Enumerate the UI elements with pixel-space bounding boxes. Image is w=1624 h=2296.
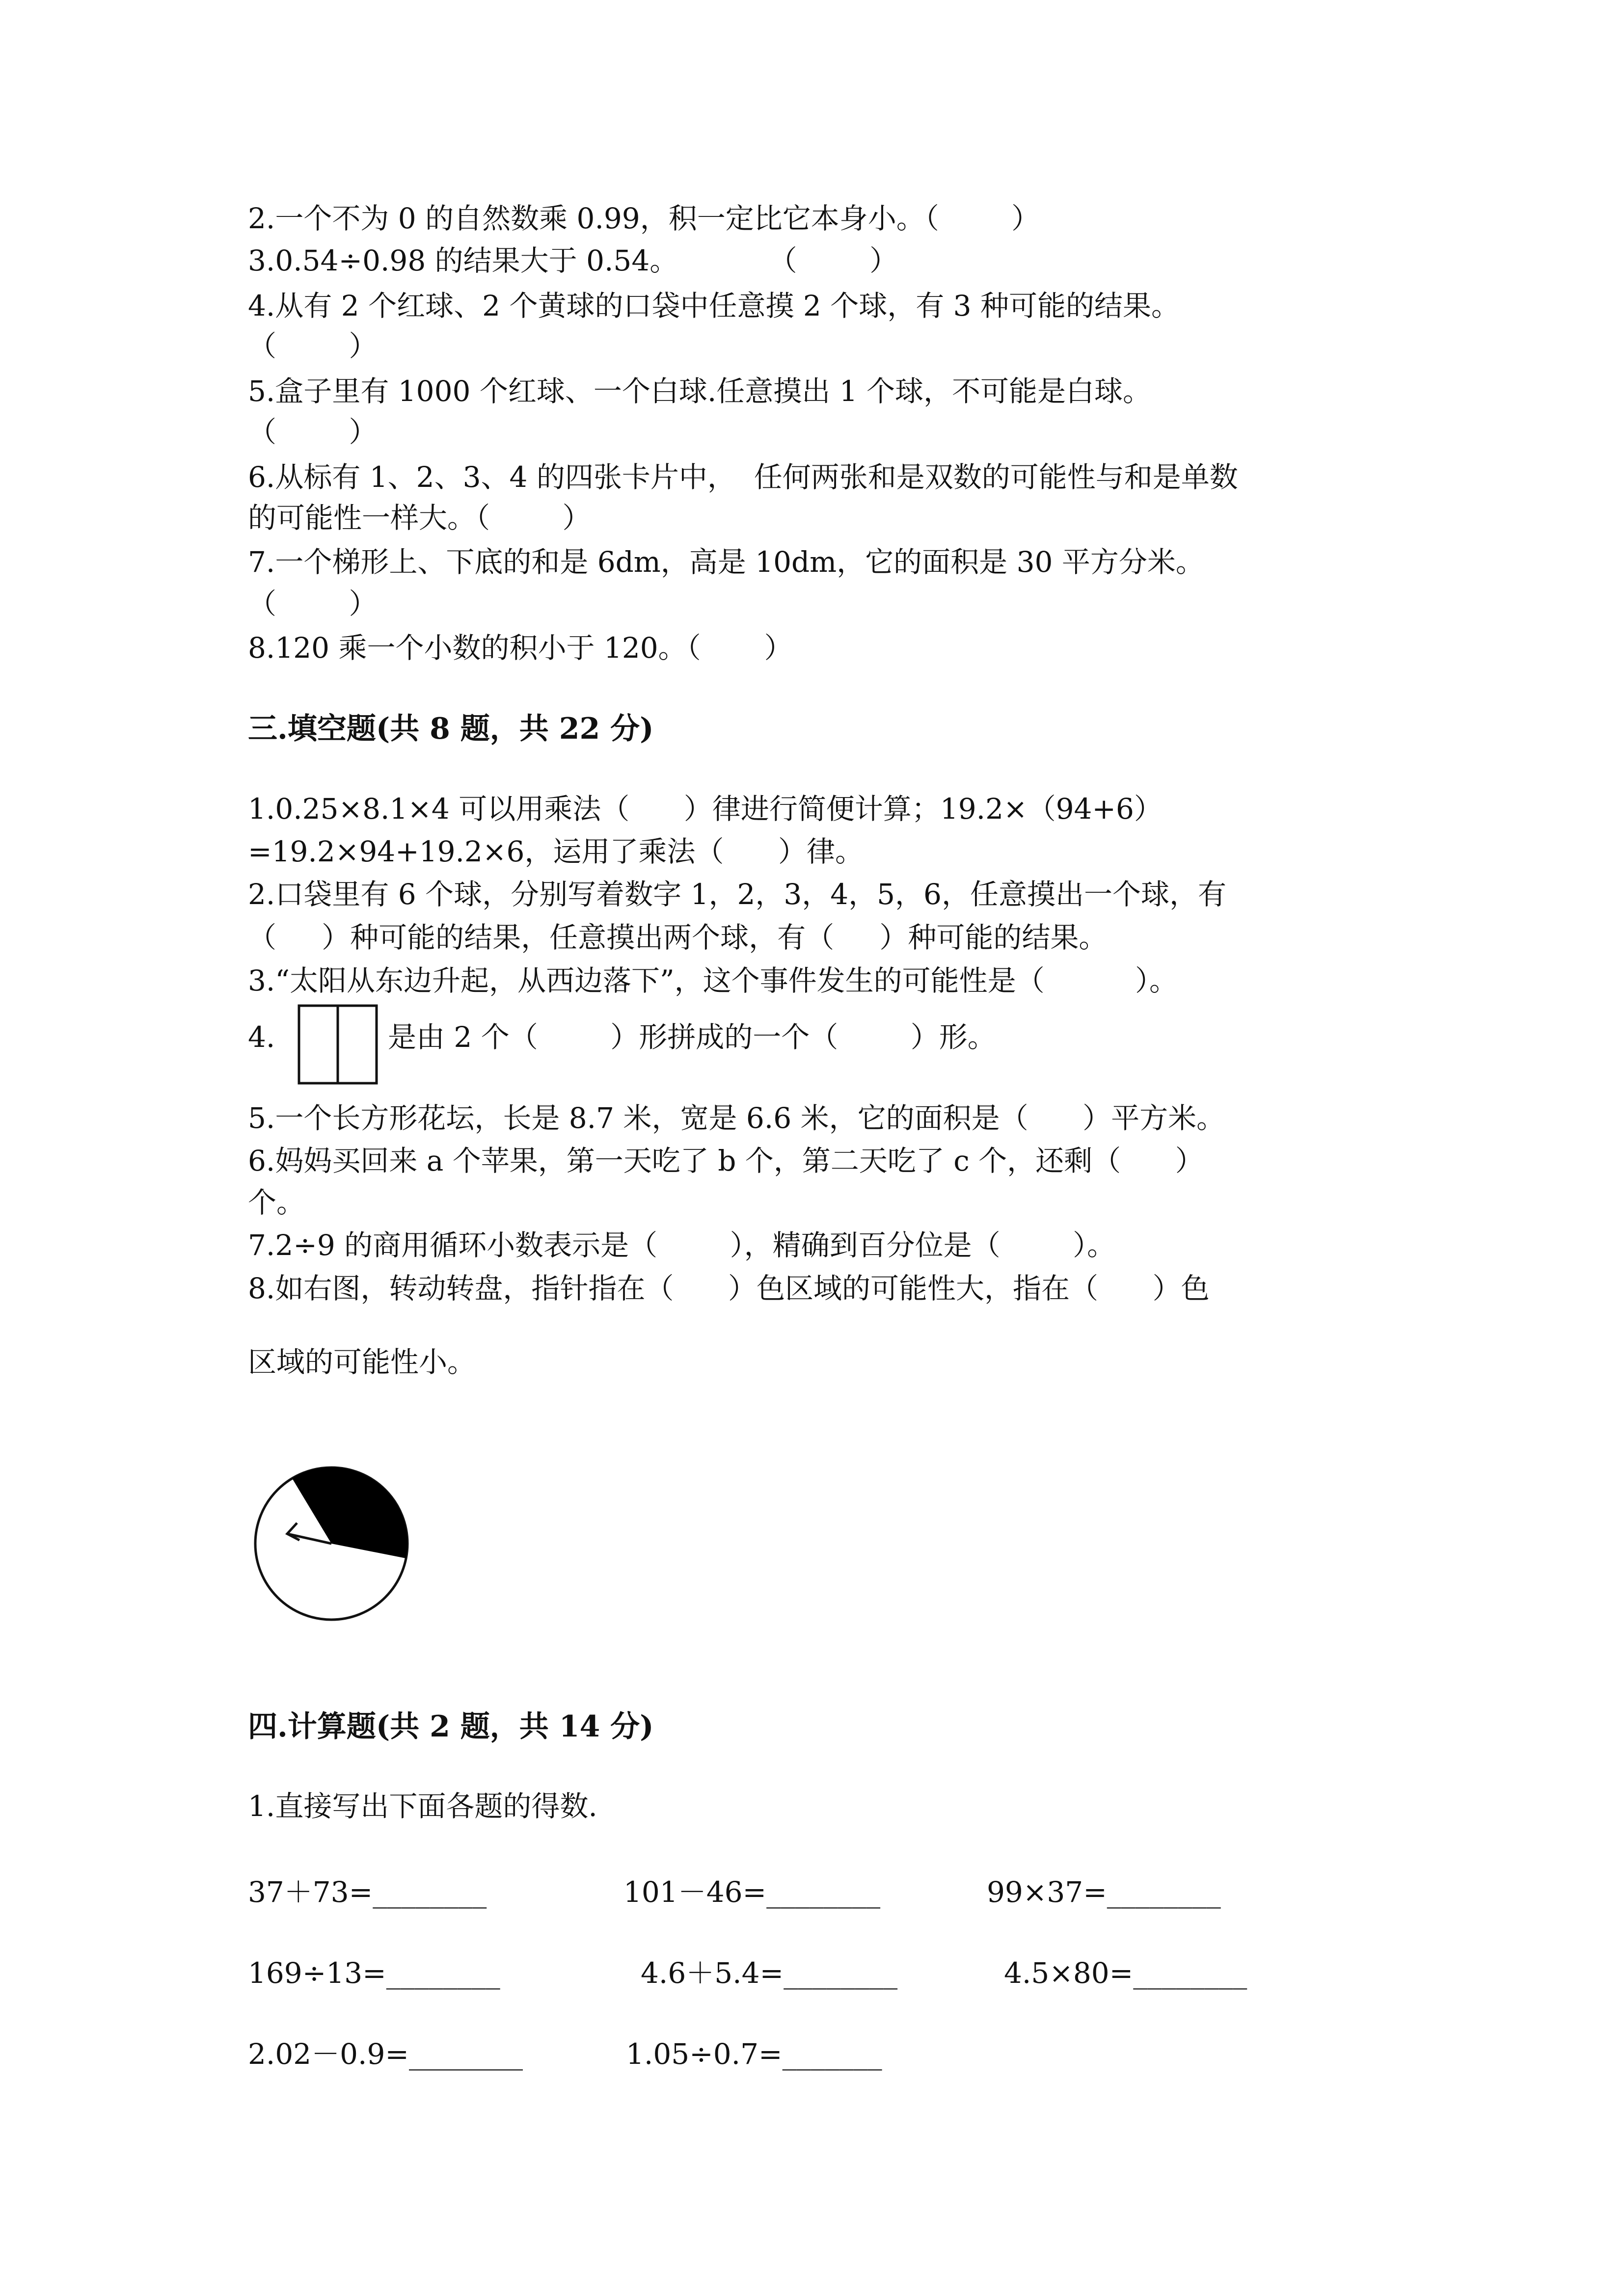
- judge-item-5: 5.盒子里有 1000 个红球、一个白球.任意摸出 1 个球，不可能是白球。: [248, 374, 1152, 408]
- calc-item: 101－46=________: [623, 1875, 881, 1909]
- fill-q1: 1.0.25×8.1×4 可以用乘法（ ）律进行简便计算；19.2×（94+6）: [248, 792, 1163, 826]
- calc-item: 37＋73=________: [248, 1875, 487, 1909]
- fill-q5: 5.一个长方形花坛，长是 8.7 米，宽是 6.6 米，它的面积是（ ）平方米。: [248, 1101, 1225, 1135]
- judge-item-2: 2.一个不为 0 的自然数乘 0.99，积一定比它本身小。（ ）: [248, 202, 1040, 235]
- judge-item-5-answer: （ ）: [248, 415, 378, 449]
- fill-q2-cont: （ ）种可能的结果，任意摸出两个球，有（ ）种可能的结果。: [248, 921, 1108, 954]
- fill-q7: 7.2÷9 的商用循环小数表示是（ ），精确到百分位是（ ）。: [248, 1228, 1116, 1262]
- fill-q8: 8.如右图，转动转盘，指针指在（ ）色区域的可能性大，指在（ ）色: [248, 1272, 1210, 1305]
- calc-item: 4.5×80=________: [1004, 1956, 1247, 1990]
- calc-q1: 1.直接写出下面各题的得数.: [248, 1789, 597, 1823]
- judge-item-8: 8.120 乘一个小数的积小于 120。（ ）: [248, 631, 793, 665]
- judge-item-3: 3.0.54÷0.98 的结果大于 0.54。 （ ）: [248, 244, 898, 277]
- fill-q6-cont: 个。: [248, 1186, 305, 1219]
- fill-q2: 2.口袋里有 6 个球，分别写着数字 1，2，3，4，5，6，任意摸出一个球，有: [248, 878, 1226, 911]
- fill-q4-text: 是由 2 个（ ）形拼成的一个（ ）形。: [388, 1020, 996, 1054]
- split-rectangle-figure: [297, 1004, 380, 1087]
- calc-item: 4.6＋5.4=________: [641, 1956, 898, 1990]
- section3-title: 三.填空题(共 8 题，共 22 分): [248, 712, 654, 746]
- section4-title: 四.计算题(共 2 题，共 14 分): [248, 1709, 654, 1744]
- spinner-figure: [248, 1460, 415, 1627]
- fill-q6: 6.妈妈买回来 a 个苹果，第一天吃了 b 个，第二天吃了 c 个，还剩（ ）: [248, 1144, 1204, 1177]
- judge-item-6-cont: 的可能性一样大。（ ）: [248, 501, 591, 534]
- calc-item: 2.02－0.9=________: [248, 2037, 523, 2071]
- fill-q3: 3.“太阳从东边升起，从西边落下”，这个事件发生的可能性是（ ）。: [248, 964, 1178, 997]
- fill-q8-cont: 区域的可能性小。: [248, 1345, 476, 1379]
- judge-item-7: 7.一个梯形上、下底的和是 6dm，高是 10dm，它的面积是 30 平方分米。: [248, 545, 1204, 579]
- calc-item: 169÷13=________: [248, 1956, 500, 1990]
- judge-item-7-answer: （ ）: [248, 587, 378, 620]
- calc-item: 99×37=________: [987, 1875, 1221, 1909]
- fill-q1-cont: =19.2×94+19.2×6，运用了乘法（ ）律。: [248, 835, 864, 868]
- judge-item-4-answer: （ ）: [248, 329, 378, 363]
- judge-item-4: 4.从有 2 个红球、2 个黄球的口袋中任意摸 2 个球，有 3 种可能的结果。: [248, 289, 1180, 322]
- calc-item: 1.05÷0.7=_______: [626, 2037, 882, 2071]
- judge-item-6: 6.从标有 1、2、3、4 的四张卡片中， 任何两张和是双数的可能性与和是单数: [248, 460, 1238, 494]
- fill-q4-number: 4.: [248, 1020, 275, 1054]
